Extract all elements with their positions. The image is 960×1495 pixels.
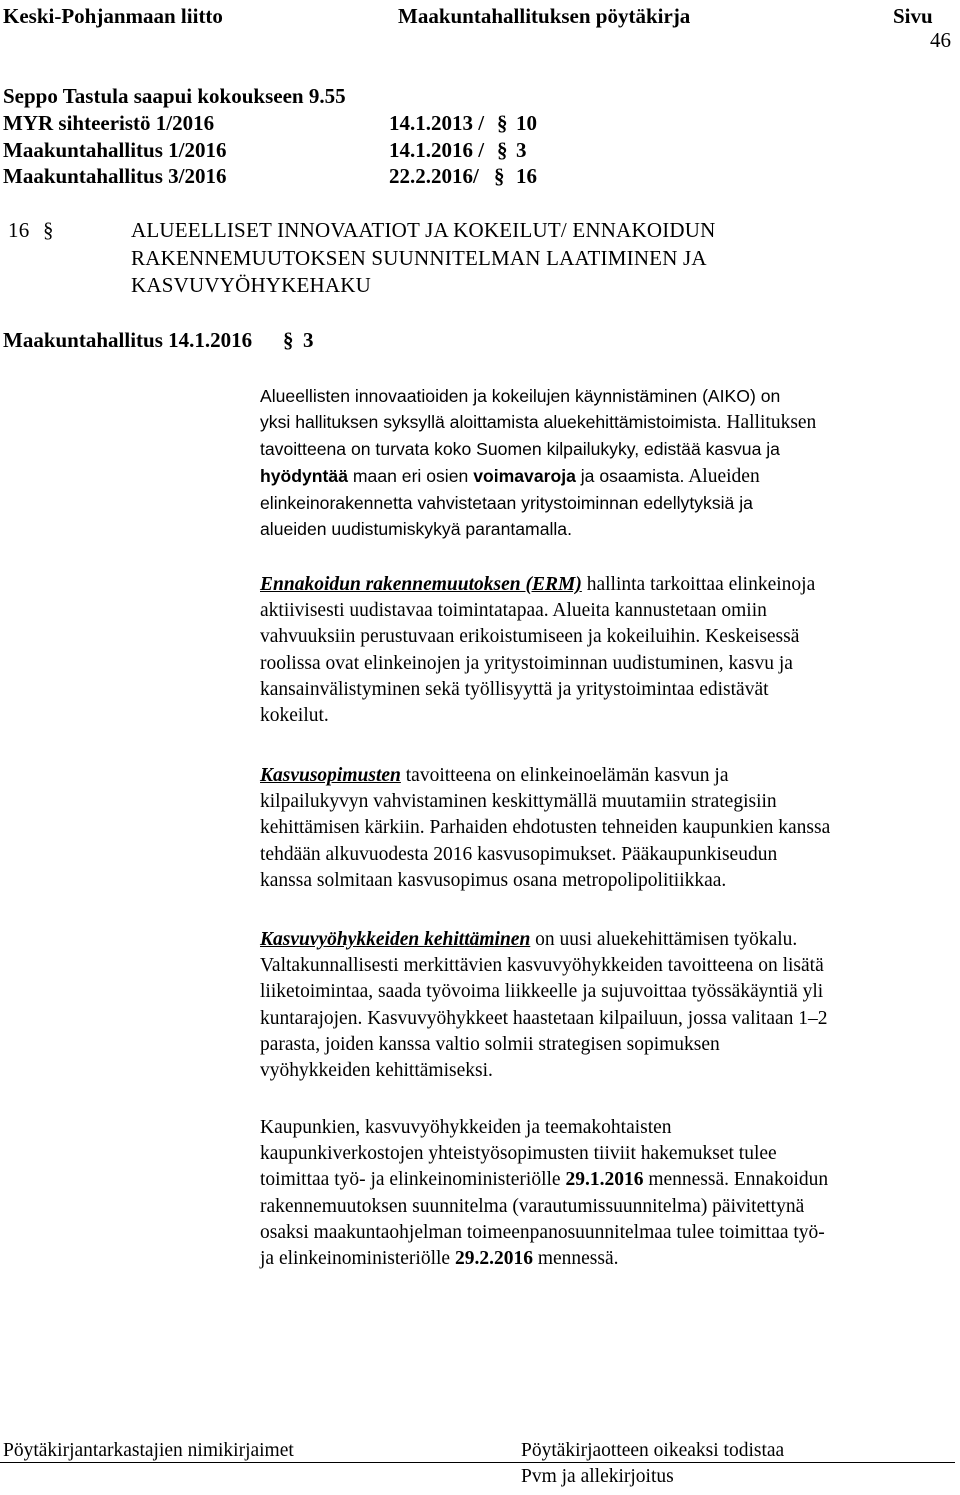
section-sign-icon: §	[497, 111, 508, 135]
history-ref: 14.1.2013 /	[389, 111, 485, 135]
paragraph-aiko	[260, 383, 950, 542]
history-body: Maakuntahallitus 3/2016	[3, 164, 227, 188]
paragraph-kasvusopimukset	[260, 763, 950, 894]
body-line: tavoitteena on turvata koko Suomen kilpailukyky, edistää kasvua ja	[260, 439, 780, 460]
body-line: on uusi aluekehittämisen työkalu.	[530, 929, 798, 950]
body-line: aktiivisesti uudistavaa toimintatapaa. Alueita kannustetaan omiin	[260, 600, 767, 622]
body-line: kaupunkiverkostojen yhteistyösopimusten tiiviit hakemukset tulee	[260, 1143, 777, 1165]
body-line: ja osaamista.	[575, 465, 685, 486]
body-line: alueiden uudistumiskykyä parantamalla.	[260, 519, 572, 540]
body-line: toimittaa työ- ja elinkeinoministeriölle	[260, 1169, 566, 1191]
paragraph-erm	[260, 572, 950, 729]
body-line: kehittämisen kärkiin. Parhaiden ehdotusten tehneiden kaupunkien kanssa	[260, 817, 831, 839]
body-line: tavoitteena on elinkeinoelämän kasvun ja	[400, 765, 729, 786]
section-sign-icon: §	[497, 138, 508, 162]
arrival-note: Seppo Tastula saapui kokoukseen 9.55	[3, 84, 346, 108]
section-number: 16	[8, 218, 30, 242]
history-body: MYR sihteeristö 1/2016	[3, 111, 215, 135]
body-line: ja elinkeinoministeriölle	[260, 1248, 455, 1270]
bold-term: voimavaroja	[473, 465, 576, 486]
header-doc-type: Maakuntahallituksen pöytäkirja	[398, 4, 691, 28]
decision-ref: Maakuntahallitus 14.1.2016	[3, 328, 253, 352]
footer-signature-label: Pvm ja allekirjoitus	[521, 1466, 674, 1487]
footer-initials-label: Pöytäkirjantarkastajien nimikirjaimet	[3, 1440, 294, 1461]
body-line: mennessä.	[532, 1248, 619, 1270]
emphasis-term: Kasvuvyöhykkeiden kehittäminen	[260, 929, 531, 950]
body-line: kansainvälistyminen sekä työllisyyttä ja yritystoimintaa edistävät	[260, 678, 769, 700]
header-org: Keski-Pohjanmaan liitto	[3, 4, 223, 28]
paragraph-hakemukset	[260, 1115, 950, 1272]
emphasis-term: Ennakoidun rakennemuutoksen (ERM)	[260, 574, 582, 595]
body-line: rakennemuutoksen suunnitelma (varautumissuunnitelma) päivitettynä	[260, 1195, 805, 1217]
body-line: hallinta tarkoittaa elinkeinoja	[581, 574, 816, 595]
decision-ref-num: 3	[303, 328, 314, 352]
header-page-label: Sivu	[893, 4, 933, 28]
history-num: 3	[516, 138, 527, 162]
body-line: roolissa ovat elinkeinojen ja yritystoiminnan uudistuminen, kasvu ja	[260, 652, 793, 674]
deadline-date: 29.2.2016	[454, 1248, 533, 1270]
body-line: tehdään alkuvuodesta 2016 kasvusopimukset. Pääkaupunkiseudun	[260, 843, 778, 865]
body-line: yksi hallituksen syksyllä aloittamista aluekehittämistoimista.	[260, 412, 722, 433]
header-page-number: 46	[930, 28, 951, 52]
body-line: Valtakunnallisesti merkittävien kasvuvyöhykkeiden tavoitteena on lisätä	[260, 955, 824, 977]
emphasis-term: Kasvusopimusten	[260, 765, 401, 786]
body-line: Alueellisten innovaatioiden ja kokeilujen käynnistäminen (AIKO) on	[260, 386, 781, 406]
footer-certify-label: Pöytäkirjaotteen oikeaksi todistaa	[521, 1440, 785, 1461]
section-title-line: ALUEELLISET INNOVAATIOT JA KOKEILUT/ ENNAKOIDUN	[131, 218, 716, 242]
history-ref: 22.2.2016/	[389, 164, 479, 188]
body-line: elinkeinorakennetta vahvistetaan yritystoiminnan edellytyksiä ja	[260, 492, 753, 513]
section-sign-icon: §	[283, 328, 294, 352]
section-sign-icon: §	[43, 218, 54, 242]
body-line: maan eri osien	[348, 465, 474, 486]
body-line: Alueiden	[684, 465, 760, 487]
body-line: vahvuuksiin perustuvaan erikoistumiseen ja kokeiluihin. Keskeisessä	[260, 626, 800, 648]
body-line: osaksi maakuntaohjelman toimeenpanosuunnitelmaa tulee toimittaa työ-	[260, 1221, 825, 1243]
body-line: liiketoimintaa, saada työvoima liikkeelle ja sujuvoittaa työssäkäyntiä yli	[260, 981, 824, 1003]
history-body: Maakuntahallitus 1/2016	[3, 138, 227, 162]
body-line: mennessä. Ennakoidun	[643, 1169, 829, 1191]
section-title-line: RAKENNEMUUTOKSEN SUUNNITELMAN LAATIMINEN JA	[131, 246, 707, 270]
body-line: kilpailukyvyn vahvistaminen keskittymällä muutamiin strategisiin	[260, 791, 777, 813]
body-line: Kaupunkien, kasvuvyöhykkeiden ja teemakohtaisten	[260, 1117, 672, 1138]
history-num: 16	[516, 164, 537, 188]
body-line: kuntarajojen. Kasvuvyöhykkeet haastetaan kilpailuun, jossa valitaan 1–2	[260, 1007, 828, 1029]
footer-divider	[0, 1462, 955, 1463]
section-sign-icon: §	[494, 164, 505, 188]
body-line: parasta, joiden kanssa valtio solmii strategisen sopimuksen	[260, 1033, 720, 1055]
body-line: kokeilut.	[260, 705, 329, 727]
paragraph-kasvuvyohykkeet	[260, 927, 950, 1084]
body-line: kanssa solmitaan kasvusopimus osana metropolipolitiikkaa.	[260, 869, 727, 891]
history-num: 10	[516, 111, 537, 135]
deadline-date: 29.1.2016	[565, 1169, 644, 1191]
body-line: vyöhykkeiden kehittämiseksi.	[260, 1060, 493, 1082]
section-title-line: KASVUVYÖHYKEHAKU	[131, 273, 372, 297]
body-line: Hallituksen	[721, 412, 817, 434]
history-ref: 14.1.2016 /	[389, 138, 485, 162]
bold-term: hyödyntää	[260, 465, 348, 486]
